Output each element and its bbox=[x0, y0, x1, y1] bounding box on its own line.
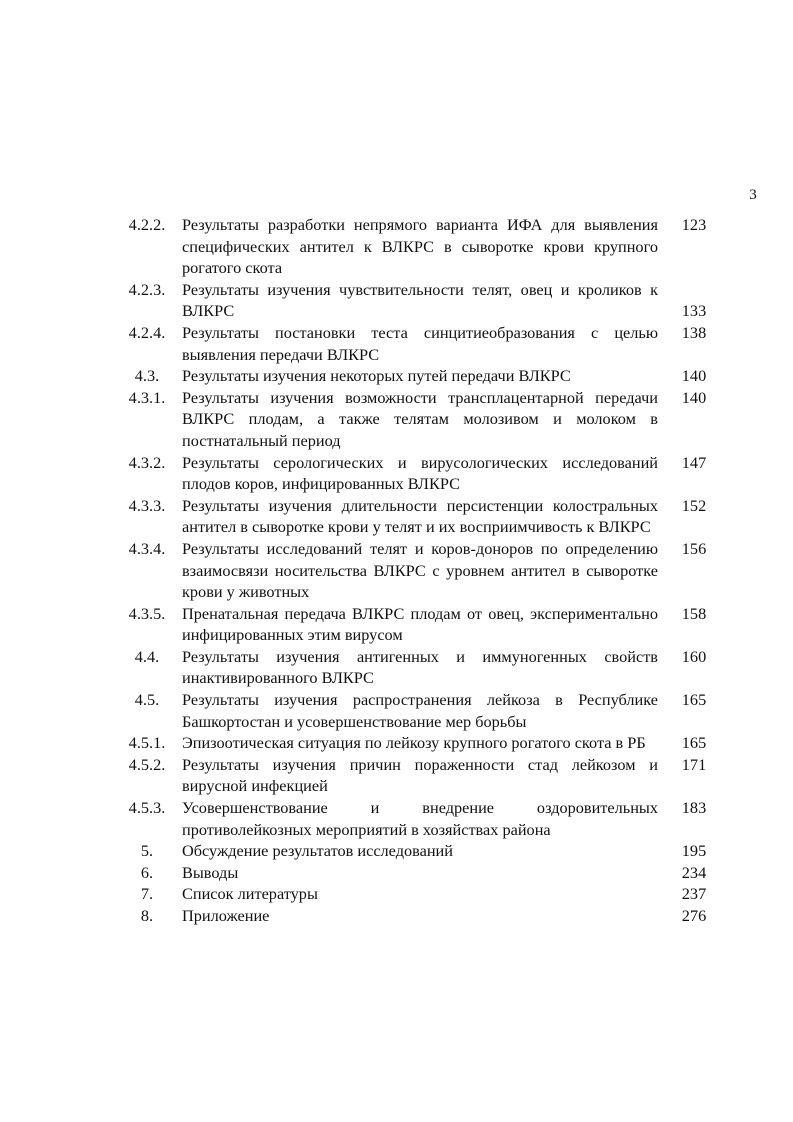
toc-entry-page: 123 bbox=[681, 215, 707, 234]
toc-entry-page: 160 bbox=[681, 646, 707, 666]
toc-entry-number: 4.4. bbox=[134, 646, 160, 666]
toc-entry-title: Эпизоотическая ситуация по лейкозу крупного рогатого скота в РБ bbox=[182, 733, 646, 753]
toc-entry-title: Результаты изучения чувствительности телят, овец и кроликов к ВЛКРС bbox=[182, 279, 658, 321]
toc-entry-page: 165 bbox=[681, 690, 707, 710]
toc-entry-page: 276 bbox=[681, 906, 707, 925]
toc-entry-number: 4.3.2. bbox=[128, 452, 166, 472]
toc-entry-title: Результаты изучения длительности персистенции колостральных антител в сыворотке крови у телят и их восприимчивость к ВЛКРС bbox=[182, 495, 658, 537]
toc-entry-number: 4.5. bbox=[134, 690, 160, 710]
toc-entry bbox=[112, 365, 730, 387]
toc-entry-number: 8. bbox=[140, 906, 154, 925]
toc-entry-number: 4.3. bbox=[134, 366, 160, 386]
toc-entry bbox=[112, 732, 730, 754]
toc-entry-title: Результаты изучения возможности трансплацентарной передачи ВЛКРС плодам, а также телятам молозивом и молоком в постнатальный период bbox=[182, 387, 658, 450]
toc-entry-page: 152 bbox=[681, 495, 707, 515]
toc-entry-title: Результаты изучения распространения лейкоза в Республике Башкортостан и усовершенствование мер борьбы bbox=[182, 690, 658, 731]
toc-entry-title: Пренатальная передача ВЛКРС плодам от овец, экспериментально инфицированных этим вирусом bbox=[182, 603, 658, 645]
toc-entry-number: 4.2.2. bbox=[128, 215, 166, 234]
toc-entry-page: 147 bbox=[681, 452, 707, 472]
toc-entry bbox=[112, 214, 730, 279]
toc-entry-page: 234 bbox=[681, 862, 707, 882]
toc-entry-title: Результаты разработки непрямого варианта ИФА для выявления специфических антител к ВЛКРС в сыворотке крови крупного рогатого скота bbox=[182, 215, 658, 278]
toc-entry-number: 7. bbox=[140, 884, 154, 904]
toc-entry-page: 156 bbox=[681, 538, 707, 558]
toc-entry-title: Результаты серологических и вирусологических исследований плодов коров, инфицированных ВЛКРС bbox=[182, 452, 658, 494]
toc-entry-page: 158 bbox=[681, 603, 707, 623]
toc-entry-title: Результаты постановки теста синцитиеобразования с целью выявления передачи ВЛКРС bbox=[182, 322, 658, 364]
toc-entry-number: 4.2.3. bbox=[128, 279, 166, 299]
toc-entry-page: 133 bbox=[681, 301, 707, 321]
table-of-contents bbox=[112, 214, 730, 927]
toc-entry-number: 4.5.1. bbox=[128, 733, 166, 753]
toc-entry-number: 4.3.4. bbox=[128, 538, 166, 558]
toc-entry-title: Обсуждение результатов исследований bbox=[182, 841, 453, 861]
toc-entry-page: 138 bbox=[681, 322, 707, 342]
toc-entry-number: 4.3.1. bbox=[128, 387, 166, 407]
toc-entry-number: 4.5.2. bbox=[128, 754, 166, 774]
toc-entry-page: 237 bbox=[681, 884, 707, 904]
toc-entry-number: 4.2.4. bbox=[128, 322, 166, 342]
toc-entry-number: 6. bbox=[140, 862, 154, 882]
toc-entry-title: Список литературы bbox=[182, 884, 318, 904]
toc-entry-title: Результаты изучения причин пораженности стад лейкозом и вирусной инфекцией bbox=[182, 754, 658, 796]
toc-entry-page: 140 bbox=[681, 387, 707, 407]
toc-entry-number: 4.5.3. bbox=[128, 798, 166, 818]
toc-entry bbox=[112, 452, 730, 495]
toc-entry-title: Выводы bbox=[182, 862, 239, 882]
toc-entry-title: Приложение bbox=[182, 906, 270, 925]
toc-entry bbox=[112, 646, 730, 689]
toc-entry-page: 195 bbox=[681, 841, 707, 861]
toc-entry bbox=[112, 862, 730, 884]
toc-entry bbox=[112, 797, 730, 840]
page-number: 3 bbox=[749, 187, 757, 203]
toc-entry bbox=[112, 689, 730, 732]
toc-entry bbox=[112, 905, 730, 927]
toc-entry-page: 183 bbox=[681, 798, 707, 818]
toc-entry-page: 165 bbox=[681, 733, 707, 753]
toc-entry bbox=[112, 495, 730, 538]
toc-entry-title: Результаты изучения некоторых путей передачи ВЛКРС bbox=[182, 366, 571, 386]
toc-entry-number: 4.3.3. bbox=[128, 495, 166, 515]
toc-entry-number: 5. bbox=[140, 841, 154, 861]
toc-entry-title: Результаты изучения антигенных и иммуногенных свойств инактивированного ВЛКРС bbox=[182, 646, 658, 688]
toc-entry bbox=[112, 883, 730, 905]
toc-entry bbox=[112, 538, 730, 603]
toc-entry-page: 140 bbox=[681, 366, 707, 386]
toc-entry-title: Усовершенствование и внедрение оздоровительных противолейкозных мероприятий в хозяйствах района bbox=[182, 798, 658, 839]
toc-entry-page: 171 bbox=[681, 754, 707, 774]
toc-entry bbox=[112, 754, 730, 797]
toc-entry bbox=[112, 840, 730, 862]
toc-entry bbox=[112, 603, 730, 646]
toc-entry bbox=[112, 279, 730, 322]
toc-entry bbox=[112, 387, 730, 452]
toc-entry-title: Результаты исследований телят и коров-доноров по определению взаимосвязи носительства ВЛКРС с уровнем антител в сыворотке крови у животных bbox=[182, 538, 658, 602]
toc-entry-number: 4.3.5. bbox=[128, 603, 166, 623]
toc-entry bbox=[112, 322, 730, 365]
